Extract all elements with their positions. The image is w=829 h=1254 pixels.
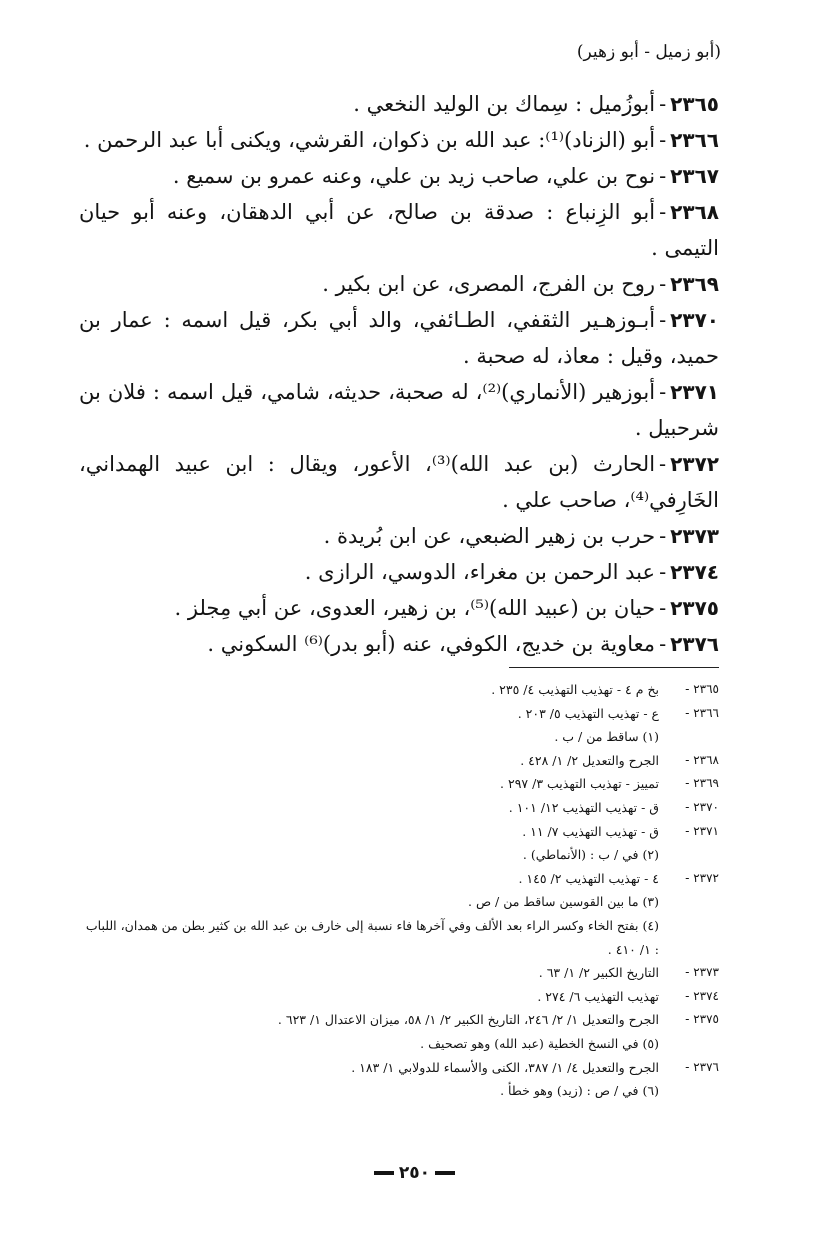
- entry-text: الحارث (بن عبد الله)⁽³⁾، الأعور، ويقال : ابن عبيد الهمداني، الخَارِفي⁽⁴⁾، صاحب علي .: [79, 452, 719, 512]
- footnote-ref: ٢٣٧٦ -: [685, 1059, 719, 1074]
- footnote-row: [79, 678, 719, 702]
- footnote-ref: [659, 725, 719, 749]
- footnote-ref: ٢٣٦٦ -: [685, 705, 719, 720]
- entry-dash: -: [659, 128, 667, 152]
- footnote-ref: ٢٣٦٥ -: [685, 682, 719, 696]
- footnote-row: [79, 985, 719, 1009]
- entry-2367: [79, 158, 719, 194]
- entry-dash: -: [659, 452, 667, 476]
- entry-number: ٢٣٧٦: [670, 632, 719, 656]
- entry-2372: [79, 446, 719, 518]
- entry-2370: [79, 302, 719, 374]
- entry-2376: [79, 626, 719, 662]
- entry-number: ٢٣٦٧: [670, 164, 719, 188]
- entry-text: أبو الزِنباع : صدقة بن صالح، عن أبي الدهقان، وعنه أبو حيان التيمى .: [79, 200, 719, 260]
- entry-number: ٢٣٦٦: [670, 128, 719, 152]
- entries-list: [79, 86, 719, 662]
- entry-text: أبوزهير (الأنماري)⁽²⁾، له صحبة، حديثه، شامي، قيل اسمه : فلان بن شرحبيل .: [79, 380, 719, 440]
- footnote-text: (٣) ما بين القوسين ساقط من / ص .: [468, 894, 659, 910]
- entry-text: أبـوزهـير الثقفي، الطـائفي، والد أبي بكر، قيل اسمه : عمار بن حميد، وقيل : معاذ، له صحبة .: [79, 308, 719, 368]
- footnote-row: [79, 702, 719, 726]
- entry-2368: [79, 194, 719, 266]
- footnote-ref: ٢٣٧٢ -: [685, 870, 719, 885]
- entry-dash: -: [659, 164, 667, 188]
- entry-number: ٢٣٧٠: [670, 308, 719, 332]
- footnote-text: ق - تهذيب التهذيب ١٢/ ١٠١ .: [508, 799, 659, 815]
- entry-2374: [79, 554, 719, 590]
- footnote-text: (١) ساقط من / ب .: [554, 729, 659, 745]
- running-title: (أبو زميل - أبو زهير): [576, 42, 721, 62]
- footnote-row: [79, 914, 719, 961]
- footnote-text: تهذيب التهذيب ٦/ ٢٧٤ .: [537, 988, 659, 1004]
- entry-dash: -: [659, 272, 667, 296]
- entry-2369: [79, 266, 719, 302]
- entry-dash: -: [659, 380, 667, 404]
- entry-2373: [79, 518, 719, 554]
- footnote-ref: ٢٣٦٨ -: [685, 752, 719, 767]
- footnote-text: الجرح والتعديل ١/ ٢/ ٢٤٦، التاريخ الكبير ٢/ ١/ ٥٨، ميزان الاعتدال ١/ ٦٢٣ .: [277, 1012, 659, 1028]
- entry-text: روح بن الفرج، المصرى، عن ابن بكير .: [322, 272, 656, 296]
- entry-number: ٢٣٧٣: [670, 524, 719, 548]
- footnote-text: (٦) في / ص : (زيد) وهو خطأ .: [500, 1083, 659, 1099]
- footnote-ref: ٢٣٧١ -: [685, 823, 719, 838]
- footnote-ref: ٢٣٧٥ -: [685, 1012, 719, 1027]
- entry-number: ٢٣٦٩: [670, 272, 719, 296]
- entry-number: ٢٣٧٥: [670, 596, 719, 620]
- footnote-ref: ٢٣٧٣ -: [685, 965, 719, 980]
- entry-dash: -: [659, 596, 667, 620]
- footnote-text: (٥) في النسخ الخطية (عبد الله) وهو تصحيف .: [420, 1035, 659, 1051]
- entry-number: ٢٣٦٨: [670, 200, 719, 224]
- footnote-row: [79, 961, 719, 985]
- entry-2365: [79, 86, 719, 122]
- footnote-row: [79, 867, 719, 891]
- footnote-separator: [509, 667, 719, 668]
- footnote-row: [79, 1008, 719, 1032]
- entry-number: ٢٣٧١: [670, 380, 719, 404]
- footnote-text: ق - تهذيب التهذيب ٧/ ١١ .: [522, 823, 659, 839]
- footnote-text: (٢) في / ب : (الأنماطي) .: [522, 847, 659, 863]
- footnote-row: [79, 725, 719, 749]
- footnote-row: [79, 1032, 719, 1056]
- footnote-row: [79, 820, 719, 844]
- page-number-value: ٢٥٠: [398, 1163, 431, 1183]
- footnote-ref: ٢٣٧٤ -: [685, 988, 719, 1003]
- entry-text: عبد الرحمن بن مغراء، الدوسي، الرازى .: [304, 560, 656, 584]
- footnote-text: الجرح والتعديل ٤/ ١/ ٣٨٧، الكنى والأسماء للدولابي ١/ ١٨٣ .: [351, 1059, 659, 1075]
- entry-text: معاوية بن خديج، الكوفي، عنه (أبو بدر)⁽⁶⁾ السكوني .: [207, 632, 656, 656]
- page-number-bar-right: [435, 1171, 455, 1175]
- entry-dash: -: [659, 524, 667, 548]
- footnote-text: الجرح والتعديل ٢/ ١/ ٤٢٨ .: [520, 752, 659, 768]
- footnote-row: [79, 890, 719, 914]
- footnote-row: [79, 772, 719, 796]
- footnote-ref: [659, 914, 719, 961]
- entry-2375: [79, 590, 719, 626]
- entry-2366: [79, 122, 719, 158]
- entry-number: ٢٣٧٤: [670, 560, 719, 584]
- entry-2371: [79, 374, 719, 446]
- entry-text: أبوزُميل : سِماك بن الوليد النخعي .: [353, 92, 656, 116]
- footnote-ref: [659, 843, 719, 867]
- footnote-row: [79, 843, 719, 867]
- entry-dash: -: [659, 92, 667, 116]
- footnote-ref: [659, 1079, 719, 1103]
- footnote-text: تمييز - تهذيب التهذيب ٣/ ٢٩٧ .: [500, 776, 659, 792]
- page-number: [0, 1163, 829, 1183]
- footnote-text: (٤) بفتح الخاء وكسر الراء بعد الألف وفي آخرها فاء نسبة إلى خارف بن عبد الله بن كثير بطن من همدان، اللباب : ١/ ٤١٠ .: [85, 917, 659, 957]
- entry-number: ٢٣٧٢: [670, 452, 719, 476]
- footnote-text: التاريخ الكبير ٢/ ١/ ٦٣ .: [538, 965, 659, 981]
- entry-text: حيان بن (عبيد الله)⁽⁵⁾، بن زهير، العدوى، عن أبي مِجلز .: [174, 596, 656, 620]
- footnote-row: [79, 749, 719, 773]
- entry-dash: -: [659, 308, 667, 332]
- entry-text: أبو (الزناد)⁽¹⁾: عبد الله بن ذكوان، القرشي، ويكنى أبا عبد الرحمن .: [83, 128, 656, 152]
- entry-number: ٢٣٦٥: [670, 92, 719, 116]
- footnote-text: ٤ - تهذيب التهذيب ٢/ ١٤٥ .: [518, 870, 659, 886]
- page-number-bar-left: [374, 1171, 394, 1175]
- footnote-row: [79, 796, 719, 820]
- footnote-ref: [659, 890, 719, 914]
- footnote-text: بخ م ٤ - تهذيب التهذيب ٤/ ٢٣٥ .: [491, 682, 659, 697]
- footnote-ref: [659, 1032, 719, 1056]
- footnote-row: [79, 1056, 719, 1080]
- footnote-text: ع - تهذيب التهذيب ٥/ ٢٠٣ .: [517, 705, 659, 721]
- entry-dash: -: [659, 632, 667, 656]
- entry-dash: -: [659, 200, 667, 224]
- footnote-ref: ٢٣٧٠ -: [685, 799, 719, 814]
- entry-text: نوح بن علي، صاحب زيد بن علي، وعنه عمرو بن سميع .: [172, 164, 656, 188]
- entry-dash: -: [659, 560, 667, 584]
- entry-text: حرب بن زهير الضبعي، عن ابن بُريدة .: [323, 524, 656, 548]
- footnotes: [79, 678, 719, 1103]
- footnote-ref: ٢٣٦٩ -: [685, 776, 719, 791]
- footnote-row: [79, 1079, 719, 1103]
